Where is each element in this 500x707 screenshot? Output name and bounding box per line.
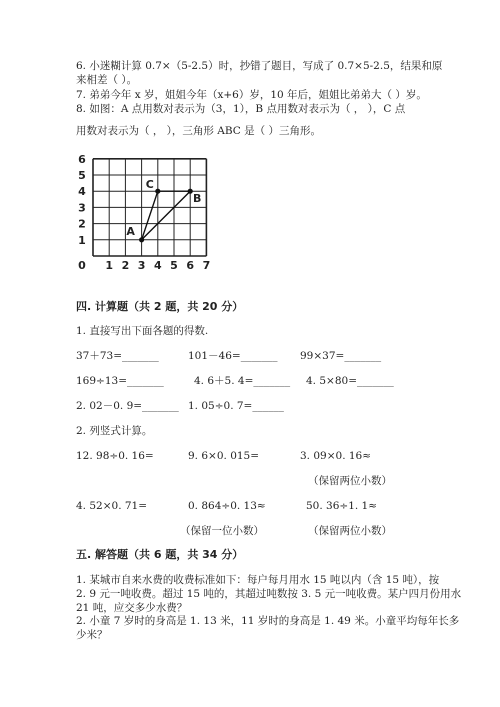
point-a — [139, 237, 144, 242]
section-5-q2-line-1: 2. 小童 7 岁时的身高是 1. 13 米，11 岁时的身高是 1. 49 米。小童平均每年长多 — [76, 615, 460, 627]
rounding-note: （保留一位小数） — [180, 525, 264, 537]
problem-8-line-2: 用数对表示为（ ， ），三角形 ABC 是（ ）三角形。 — [76, 125, 321, 137]
triangle-edge-ab — [142, 191, 191, 240]
triangle-edge-ca — [142, 191, 158, 240]
x-tick-label: 7 — [202, 259, 211, 272]
x-tick-label: 1 — [105, 259, 114, 272]
problem-7: 7. 弟弟今年 x 岁，姐姐今年（x+6）岁，10 年后，姐姐比弟弟大（ ）岁。 — [76, 89, 427, 101]
direct-calc-item: 169÷13=_______ — [76, 375, 164, 387]
section-5-heading: 五. 解答题（共 6 题，共 34 分） — [76, 548, 244, 561]
y-tick-label: 2 — [78, 217, 86, 231]
section-4-q2: 2. 列竖式计算。 — [76, 425, 153, 437]
grid-tick-labels — [78, 153, 210, 272]
point-label-c: C — [145, 178, 154, 192]
rounding-note: （保留两位小数） — [308, 475, 392, 487]
x-tick-label: 2 — [121, 259, 130, 272]
direct-calc-item: 37＋73=_______ — [76, 350, 159, 362]
triangle-abc — [126, 178, 201, 242]
y-tick-label: 4 — [78, 185, 86, 199]
section-4-heading: 四. 计算题（共 2 题，共 20 分） — [76, 300, 244, 313]
y-tick-label: 5 — [78, 169, 86, 182]
y-tick-label: 6 — [78, 152, 86, 166]
section-5-q1-line-1: 1. 某城市自来水费的收费标准如下：每户每月用水 15 吨以内（含 15 吨），按 — [76, 574, 440, 586]
y-tick-label: 1 — [78, 233, 86, 247]
point-label-b: B — [193, 192, 202, 206]
x-tick-label: 0 — [78, 259, 86, 272]
vertical-calc-item: 0. 864÷0. 13≈ — [188, 500, 266, 512]
point-b — [188, 189, 193, 194]
direct-calc-item: 1. 05÷0. 7=______ — [188, 400, 284, 412]
grid-lines — [93, 159, 206, 256]
direct-calc-item: 101－46=_______ — [188, 350, 278, 362]
point-c — [155, 189, 160, 194]
rounding-note: （保留两位小数） — [308, 525, 392, 537]
x-tick-label: 5 — [170, 259, 178, 272]
direct-calc-item: 4. 5×80=_______ — [306, 375, 394, 387]
section-5-q1-line-2: 2. 9 元一吨收费。超过 15 吨的，其超过吨数按 3. 5 元一吨收费。某户四月份用水 — [76, 588, 462, 600]
section-5-q1-line-3: 21 吨，应交多少水费？ — [76, 602, 188, 614]
vertical-calc-item: 9. 6×0. 015= — [188, 450, 260, 462]
section-5-q2-line-2: 少米？ — [76, 629, 108, 641]
problem-8-line-1: 8. 如图：A 点用数对表示为（3，1），B 点用数对表示为（ ， ），C 点 — [76, 103, 406, 115]
point-label-a: A — [126, 224, 135, 238]
y-tick-label: 3 — [78, 201, 86, 215]
vertical-calc-item: 50. 36÷1. 1≈ — [306, 500, 378, 512]
vertical-calc-item: 4. 52×0. 71= — [76, 500, 148, 512]
section-4-q1: 1. 直接写出下面各题的得数. — [76, 325, 209, 337]
problem-6-line-2: 来相差（ ）。 — [76, 74, 138, 86]
direct-calc-item: 99×37=_______ — [300, 350, 382, 362]
direct-calc-item: 4. 6＋5. 4=_______ — [194, 375, 291, 387]
problem-6-line-1: 6. 小迷糊计算 0.7×（5-2.5）时，抄错了题目，写成了 0.7×5-2.5，结果和原 — [76, 60, 443, 72]
vertical-calc-item: 3. 09×0. 16≈ — [300, 450, 372, 462]
vertical-calc-item: 12. 98÷0. 16= — [76, 450, 154, 462]
x-tick-label: 4 — [153, 259, 162, 272]
x-tick-label: 3 — [137, 259, 146, 272]
direct-calc-item: 2. 02－0. 9=_______ — [76, 400, 179, 412]
x-tick-label: 6 — [186, 259, 195, 272]
